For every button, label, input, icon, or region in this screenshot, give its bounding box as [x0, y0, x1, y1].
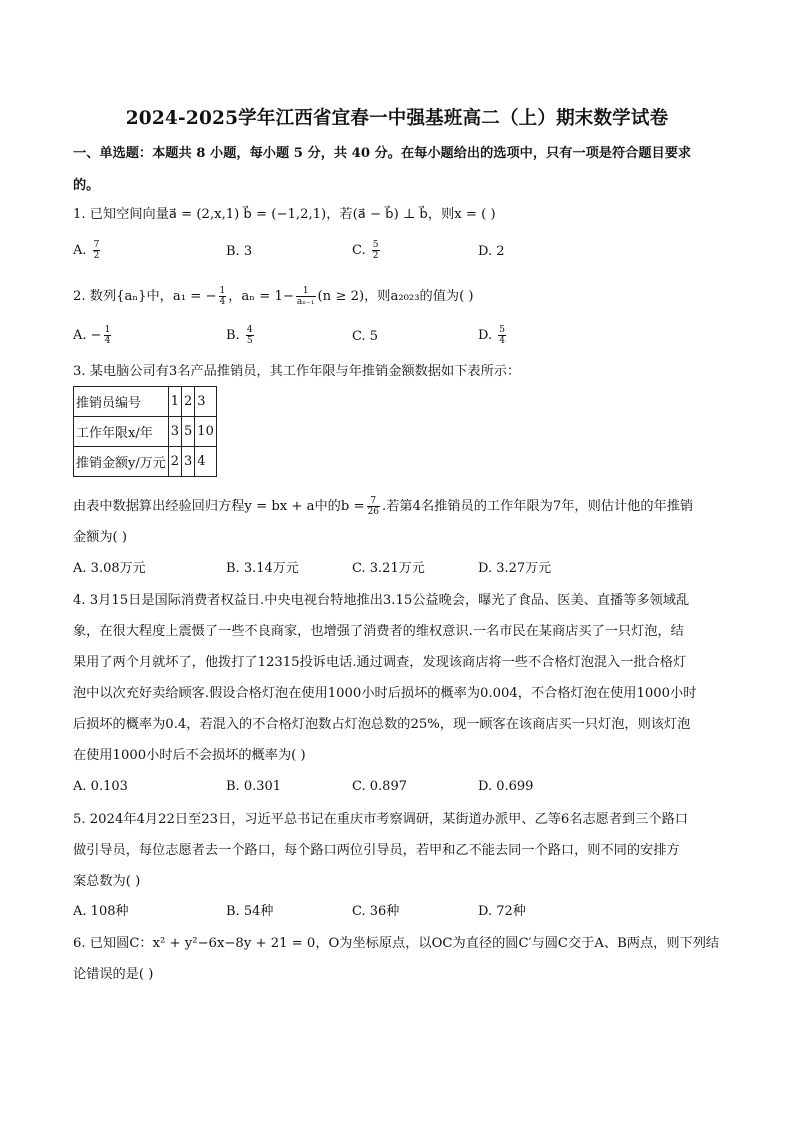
q3-option-b: B. 3.14万元: [226, 561, 299, 576]
fraction: $\frac{1}{\text{aₙ₋₁}}$: [296, 286, 315, 307]
q4-line: 4. 3月15日是国际消费者权益日.中央电视台特地推出3.15公益晚会，曝光了食品、医美、直播等多领域乱: [73, 593, 690, 608]
q4-line: 在使用1000小时后不会损坏的概率为( ): [73, 748, 306, 763]
q4-option-a: A. 0.103: [73, 779, 128, 794]
q1-stem: 1. 已知空间向量a⃗ = (2,x,1) b⃗ = (−1,2,1)，若(a⃗ − b⃗) ⊥ b⃗，则x = ( ): [73, 207, 496, 222]
q2-stem: 2. 数列{aₙ}中，a₁ = − $\frac{1}{4}$ ，aₙ = 1− $\frac{1}{\text{aₙ₋₁}}$ (n ≥ 2)，则a₂₀₂₃的值为( ): [73, 286, 474, 307]
q6-line: 6. 已知圆C：x² + y²−6x−8y + 21 = 0，O为坐标原点，以OC为直径的圆C′与圆C交于A、B两点，则下列结: [73, 936, 720, 951]
table-cell: 2: [168, 447, 181, 477]
q2-option-a: A. − $\frac{1}{4}$: [73, 325, 111, 346]
table-cell: 4: [195, 447, 217, 477]
q3-option-a: A. 3.08万元: [73, 561, 146, 576]
fraction: $\frac{4}{5}$: [246, 325, 253, 346]
fraction: $\frac{7}{26}$: [367, 496, 380, 517]
q2-option-c: C. 5: [352, 329, 379, 344]
q1-option-b: B. 3: [226, 244, 253, 259]
table-cell: 3: [182, 447, 195, 477]
q1-option-d: D. 2: [478, 244, 505, 259]
q5-line: 案总数为( ): [73, 874, 141, 889]
q3-followup: 由表中数据算出经验回归方程y = bx + a中的b = $\frac{7}{26}$ .若第4名推销员的工作年限为7年，则估计他的年推销: [73, 496, 694, 517]
fraction: $\frac{1}{4}$: [219, 286, 226, 307]
fraction: $\frac{1}{4}$: [104, 325, 111, 346]
fraction: $\frac{5}{4}$: [499, 325, 505, 346]
table-cell: 5: [182, 417, 195, 447]
q4-option-d: D. 0.699: [478, 779, 534, 794]
q1-option-a: [73, 240, 102, 261]
table-cell: 2: [182, 387, 195, 417]
q4-line: 象，在很大程度上震慑了一些不良商家，也增强了消费者的维权意识.一名市民在某商店买了一只灯泡，结: [73, 624, 684, 639]
q3-followup-cont: 金额为( ): [73, 530, 128, 545]
page-title: 2024-2025学年江西省宜春一中强基班高二（上）期末数学试卷: [125, 108, 669, 129]
q3-stem: 3. 某电脑公司有3名产品推销员，其工作年限与年推销金额数据如下表所示：: [73, 364, 521, 379]
q2-option-b: B. $\frac{4}{5}$: [226, 325, 253, 346]
q5-option-a: A. 108种: [73, 904, 129, 919]
q5-line: 做引导员，每位志愿者去一个路口，每个路口两位引导员，若甲和乙不能去同一个路口，则不同的安排方: [73, 843, 680, 858]
table-row: [74, 417, 217, 447]
section-header-cont: 的。: [73, 178, 100, 193]
table-cell: 3: [195, 387, 217, 417]
q4-line: 泡中以次充好卖给顾客.假设合格灯泡在使用1000小时后损坏的概率为0.004，不合格灯泡在使用1000小时: [73, 686, 697, 701]
table-cell: 10: [195, 417, 217, 447]
table-row: [74, 447, 217, 477]
q2-option-d: D. $\frac{5}{4}$: [478, 325, 505, 346]
q4-line: 果用了两个月就坏了，他拨打了12315投诉电话.通过调查，发现该商店将一些不合格灯泡混入一批合格灯: [73, 655, 687, 670]
q6-line: 论错误的是( ): [73, 967, 154, 982]
q3-option-d: D. 3.27万元: [478, 561, 552, 576]
table-cell: 推销员编号: [74, 387, 169, 417]
table-cell: 推销金额y/万元: [74, 447, 169, 477]
q3-option-c: C. 3.21万元: [352, 561, 425, 576]
table-cell: 1: [168, 387, 181, 417]
q1-option-c: C. $\frac{5}{2}$: [352, 240, 379, 261]
table-cell: 工作年限x/年: [74, 417, 169, 447]
table-cell: 3: [168, 417, 181, 447]
q5-option-d: D. 72种: [478, 904, 526, 919]
fraction: $\frac{5}{2}$: [372, 240, 379, 261]
section-header: 一、单选题：本题共 8 小题，每小题 5 分，共 40 分。在每小题给出的选项中，只有一项是符合题目要求: [73, 146, 692, 161]
option-label: A.: [73, 243, 87, 258]
q5-option-c: C. 36种: [352, 904, 400, 919]
q5-option-b: B. 54种: [226, 904, 274, 919]
data-table: [73, 386, 217, 477]
q4-option-c: C. 0.897: [352, 779, 407, 794]
q5-line: 5. 2024年4月22日至23日，习近平总书记在重庆市考察调研，某街道办派甲、乙等6名志愿者到三个路口: [73, 812, 688, 827]
fraction: $\frac{7}{2}$: [93, 240, 100, 261]
q4-line: 后损坏的概率为0.4，若混入的不合格灯泡数占灯泡总数的25%，现一顾客在该商店买一只灯泡，则该灯泡: [73, 717, 691, 732]
q4-option-b: B. 0.301: [226, 779, 282, 794]
table-row: [74, 387, 217, 417]
